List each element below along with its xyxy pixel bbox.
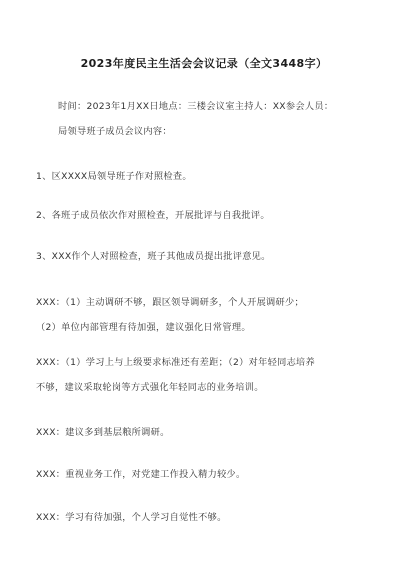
agenda-item-2: 2、各班子成员依次作对照检查，开展批评与自我批评。 xyxy=(36,210,270,221)
comment-line: （2）单位内部管理有待加强，建议强化日常管理。 xyxy=(36,322,251,333)
document-title: 2023年度民主生活会会议记录（全文3448字） xyxy=(80,57,328,70)
comment-paragraph: XXX：建议多到基层粮所调研。 xyxy=(36,427,170,438)
comment-paragraph xyxy=(36,350,336,400)
comment-line: 不够，建议采取轮岗等方式强化年轻同志的业务培训。 xyxy=(36,382,264,393)
agenda-item-3: 3、XXX作个人对照检查，班子其他成员提出批评意见。 xyxy=(36,251,271,262)
meeting-info xyxy=(58,94,358,144)
comment-paragraph: XXX：学习有待加强，个人学习自觉性不够。 xyxy=(36,512,227,523)
comment-paragraph: XXX：重视业务工作，对党建工作投入精力较少。 xyxy=(36,469,246,480)
agenda-item-1: 1、区XXXX局领导班子作对照检查。 xyxy=(36,171,192,182)
comment-paragraph xyxy=(36,290,336,340)
comment-line: XXX：（1）学习上与上级要求标准还有差距；（2）对年轻同志培养 xyxy=(36,357,316,368)
meeting-info-line: 局领导班子成员会议内容： xyxy=(58,126,172,137)
comment-line: XXX：（1）主动调研不够，跟区领导调研多，个人开展调研少； xyxy=(36,297,305,308)
meeting-info-line: 时间：2023年1月XX日地点：三楼会议室主持人：XX参会人员： xyxy=(58,101,334,112)
